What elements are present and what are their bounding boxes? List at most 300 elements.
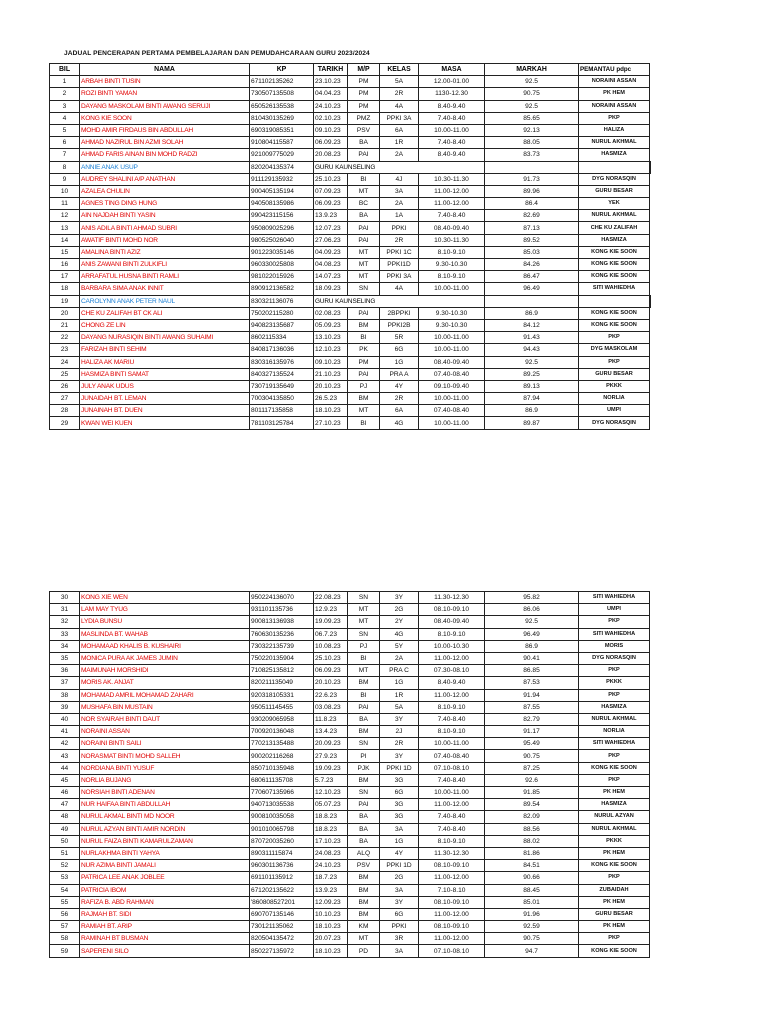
cell-markah: 86.9 <box>485 307 579 319</box>
cell-bil: 9 <box>50 173 80 185</box>
cell-kelas: 4G <box>380 417 419 429</box>
cell-masa: 10.00-11.00 <box>419 787 485 799</box>
cell-kelas: 4G <box>380 628 419 640</box>
cell-pemantau: KONG KIE SOON <box>579 259 650 271</box>
cell-markah: 92.5 <box>485 76 579 88</box>
cell-bil: 56 <box>50 908 80 920</box>
cell-markah: 88.05 <box>485 137 579 149</box>
cell-mp: MT <box>348 933 380 945</box>
cell-tarikh: 20.10.23 <box>314 677 348 689</box>
cell-kp: 901223035146 <box>250 246 314 258</box>
cell-nama: NORDIANA BINTI YUSUF <box>80 762 250 774</box>
cell-kelas: 2R <box>380 234 419 246</box>
cell-tarikh: 26.5.23 <box>314 393 348 405</box>
cell-nama: RAMINAH BT BUSMAN <box>80 933 250 945</box>
cell-bil: 36 <box>50 665 80 677</box>
cell-kelas: 2BPPKI <box>380 307 419 319</box>
cell-mp: PM <box>348 88 380 100</box>
cell-kelas: 1G <box>380 356 419 368</box>
cell-nama: DAYANG MASKOLAM BINTI AWANG SERUJI <box>80 100 250 112</box>
cell-note: GURU KAUNSELING <box>314 295 419 307</box>
cell-nama: MOHAMAAD KHALIS B. KUSHAIRI <box>80 640 250 652</box>
cell-masa: 07.10-08.10 <box>419 762 485 774</box>
cell-kelas: PPKI 3A <box>380 112 419 124</box>
cell-kelas: 3A <box>380 823 419 835</box>
cell-nama: ROZI BINTI YAMAN <box>80 88 250 100</box>
table-row <box>50 860 650 872</box>
cell-markah: 89.54 <box>485 799 579 811</box>
cell-pemantau: CHE KU ZALIFAH <box>579 222 650 234</box>
table-row <box>50 616 650 628</box>
cell-kp: 770607135966 <box>250 787 314 799</box>
cell-kelas: 3A <box>380 884 419 896</box>
cell-masa: 08.10-09.10 <box>419 604 485 616</box>
cell-pemantau: NORLIA <box>579 726 650 738</box>
cell-kelas: 4A <box>380 100 419 112</box>
header-kelas: KELAS <box>380 64 419 76</box>
cell-pemantau: SITI WAHIEDHA <box>579 592 650 604</box>
cell-bil: 59 <box>50 945 80 957</box>
cell-masa: 11.30-12.30 <box>419 592 485 604</box>
cell-masa: 7.10-8.10 <box>419 884 485 896</box>
cell-bil: 2 <box>50 88 80 100</box>
cell-tarikh: 24.10.23 <box>314 860 348 872</box>
cell-markah: 86.47 <box>485 271 579 283</box>
cell-markah: 91.85 <box>485 787 579 799</box>
cell-nama: LAM MAY TYUG <box>80 604 250 616</box>
header-markah: MARKAH <box>485 64 579 76</box>
cell-markah: 87.13 <box>485 222 579 234</box>
cell-tarikh: 27.06.23 <box>314 234 348 246</box>
table-row <box>50 933 650 945</box>
table-row <box>50 665 650 677</box>
cell-kp: 690319085351 <box>250 124 314 136</box>
header-masa: MASA <box>419 64 485 76</box>
cell-kp: 870720035260 <box>250 835 314 847</box>
cell-markah: 85.01 <box>485 896 579 908</box>
cell-markah: 82.09 <box>485 811 579 823</box>
cell-nama: AMALINA BINTI AZIZ <box>80 246 250 258</box>
cell-pemantau: PKKK <box>579 835 650 847</box>
cell-kelas: PRA C <box>380 665 419 677</box>
cell-markah: 90.75 <box>485 933 579 945</box>
cell-tarikh: 18.7.23 <box>314 872 348 884</box>
cell-pemantau: DYG NORASQIN <box>579 652 650 664</box>
cell-nama: NURUL AKMAL BINTI MD NOOR <box>80 811 250 823</box>
cell-mp: PAI <box>348 799 380 811</box>
cell-kelas: 3Y <box>380 750 419 762</box>
cell-kp: 650526135538 <box>250 100 314 112</box>
cell-nama: KWAN WEI KUEN <box>80 417 250 429</box>
cell-pemantau: HASMIZA <box>579 234 650 246</box>
table-row <box>50 592 650 604</box>
cell-nama: RAJMAH BT. SIDI <box>80 908 250 920</box>
cell-nama: NORASMAT BINTI MOHD SALLEH <box>80 750 250 762</box>
cell-bil: 4 <box>50 112 80 124</box>
cell-kelas: PPKI 1D <box>380 860 419 872</box>
cell-nama: RAMIAH BT. ARIP <box>80 921 250 933</box>
cell-kp: 940823135687 <box>250 319 314 331</box>
header-bil: BIL <box>50 64 80 76</box>
cell-kp: 730719135649 <box>250 380 314 392</box>
header-mp: M/P <box>348 64 380 76</box>
cell-kelas: 4Y <box>380 380 419 392</box>
cell-kp: 830316135976 <box>250 356 314 368</box>
cell-kelas: 6G <box>380 344 419 356</box>
cell-kelas: 2G <box>380 872 419 884</box>
cell-pemantau: NURUL AKHMAL <box>579 210 650 222</box>
cell-mp: BA <box>348 713 380 725</box>
table-row <box>50 908 650 920</box>
cell-nama: AWATIF BINTI MOHD NOR <box>80 234 250 246</box>
cell-tarikh: 12.10.23 <box>314 787 348 799</box>
cell-tarikh: 09.10.23 <box>314 124 348 136</box>
cell-bil: 20 <box>50 307 80 319</box>
cell-tarikh: 03.08.23 <box>314 701 348 713</box>
cell-mp: BA <box>348 835 380 847</box>
cell-pemantau: HASMIZA <box>579 799 650 811</box>
cell-kelas: 5Y <box>380 640 419 652</box>
cell-markah: 90.75 <box>485 750 579 762</box>
cell-pemantau: UMPI <box>579 405 650 417</box>
cell-tarikh: 18.09.23 <box>314 283 348 295</box>
cell-tarikh: 12.09.23 <box>314 896 348 908</box>
cell-markah: 92.59 <box>485 921 579 933</box>
cell-masa: 10.00-11.00 <box>419 738 485 750</box>
cell-tarikh: 19.09.23 <box>314 762 348 774</box>
cell-mp: BM <box>348 774 380 786</box>
cell-nama: PATRICA LEE ANAK JOBLEE <box>80 872 250 884</box>
cell-empty <box>419 161 485 173</box>
cell-bil: 5 <box>50 124 80 136</box>
cell-bil: 31 <box>50 604 80 616</box>
cell-masa: 11.00-12.00 <box>419 652 485 664</box>
cell-mp: SN <box>348 628 380 640</box>
cell-tarikh: 13.10.23 <box>314 332 348 344</box>
cell-markah: 94.7 <box>485 945 579 957</box>
cell-markah: 91.73 <box>485 173 579 185</box>
cell-masa: 11.00-12.00 <box>419 933 485 945</box>
cell-pemantau: PKP <box>579 872 650 884</box>
cell-tarikh: 14.07.23 <box>314 271 348 283</box>
cell-markah: 92.13 <box>485 124 579 136</box>
cell-nama: NORSIAH BINTI ADENAN <box>80 787 250 799</box>
cell-kelas: 3A <box>380 185 419 197</box>
cell-kelas: 3G <box>380 799 419 811</box>
cell-mp: BM <box>348 677 380 689</box>
table-row <box>50 945 650 957</box>
cell-markah: 91.17 <box>485 726 579 738</box>
cell-masa: 07.40-08.40 <box>419 750 485 762</box>
cell-nama: AIN NAJDAH BINTI YASIN <box>80 210 250 222</box>
cell-kp: 8602115334 <box>250 332 314 344</box>
cell-markah: 92.5 <box>485 100 579 112</box>
table-row <box>50 368 651 380</box>
cell-kp: 940713035538 <box>250 799 314 811</box>
cell-empty <box>485 295 579 307</box>
cell-nama: MOHAMAD AMRIL MOHAMAD ZAHARI <box>80 689 250 701</box>
cell-pemantau: MORIS <box>579 640 650 652</box>
cell-tarikh: 27.9.23 <box>314 750 348 762</box>
cell-kelas: 2Y <box>380 616 419 628</box>
cell-kp: 931101135736 <box>250 604 314 616</box>
cell-mp: PAI <box>348 234 380 246</box>
cell-tarikh: 05.07.23 <box>314 799 348 811</box>
cell-tarikh: 22.08.23 <box>314 592 348 604</box>
cell-markah: 83.73 <box>485 149 579 161</box>
cell-kp: 781103125784 <box>250 417 314 429</box>
table-row <box>50 112 651 124</box>
cell-masa: 10.00-11.00 <box>419 417 485 429</box>
cell-pemantau: NURUL AKHMAL <box>579 713 650 725</box>
cell-mp: MT <box>348 271 380 283</box>
cell-mp: PI <box>348 750 380 762</box>
cell-markah: 92.6 <box>485 774 579 786</box>
cell-bil: 47 <box>50 799 80 811</box>
cell-bil: 14 <box>50 234 80 246</box>
cell-nama: BARBARA SIMA ANAK INNIT <box>80 283 250 295</box>
cell-bil: 27 <box>50 393 80 405</box>
cell-mp: PSV <box>348 860 380 872</box>
cell-markah: 92.5 <box>485 356 579 368</box>
cell-mp: BI <box>348 689 380 701</box>
cell-mp: BM <box>348 393 380 405</box>
cell-kp: 980525026040 <box>250 234 314 246</box>
cell-nama: HASMIZA BINTI SAMAT <box>80 368 250 380</box>
cell-tarikh: 20.07.23 <box>314 933 348 945</box>
cell-masa: 8.10-9.10 <box>419 246 485 258</box>
cell-masa: 11.00-12.00 <box>419 799 485 811</box>
cell-masa: 07.30-08.10 <box>419 665 485 677</box>
table-row <box>50 738 650 750</box>
cell-bil: 23 <box>50 344 80 356</box>
cell-masa: 8.40-9.40 <box>419 149 485 161</box>
cell-kp: 770213135488 <box>250 738 314 750</box>
cell-mp: MT <box>348 246 380 258</box>
cell-nama: NORLIA BUJANG <box>80 774 250 786</box>
header-pemantau: PEMANTAU pdpc <box>579 64 650 76</box>
cell-mp: BM <box>348 319 380 331</box>
cell-markah: 82.69 <box>485 210 579 222</box>
cell-pemantau: KONG KIE SOON <box>579 271 650 283</box>
table-row <box>50 405 651 417</box>
cell-markah: 95.49 <box>485 738 579 750</box>
cell-bil: 37 <box>50 677 80 689</box>
cell-pemantau: GURU BESAR <box>579 185 650 197</box>
cell-masa: 07.10-08.10 <box>419 945 485 957</box>
cell-pemantau: PKP <box>579 665 650 677</box>
cell-kp: 801117135858 <box>250 405 314 417</box>
cell-empty <box>579 295 650 307</box>
table-row <box>50 689 650 701</box>
cell-mp: PM <box>348 100 380 112</box>
cell-kelas: 3R <box>380 933 419 945</box>
cell-nama: NORAINI BINTI SAILI <box>80 738 250 750</box>
cell-pemantau: UMPI <box>579 604 650 616</box>
table-header-row <box>50 64 651 76</box>
cell-pemantau: PKP <box>579 750 650 762</box>
cell-mp: KM <box>348 921 380 933</box>
cell-kp: 730322135739 <box>250 640 314 652</box>
cell-markah: 85.03 <box>485 246 579 258</box>
cell-kelas: 2A <box>380 198 419 210</box>
cell-bil: 7 <box>50 149 80 161</box>
cell-kp: 820504135472 <box>250 933 314 945</box>
cell-markah: 84.51 <box>485 860 579 872</box>
cell-masa: 8.10-9.10 <box>419 835 485 847</box>
table-row <box>50 774 650 786</box>
cell-pemantau: KONG KIE SOON <box>579 860 650 872</box>
cell-kp: 911129135932 <box>250 173 314 185</box>
cell-mp: MT <box>348 259 380 271</box>
cell-tarikh: 02.08.23 <box>314 307 348 319</box>
cell-kelas: 5A <box>380 701 419 713</box>
cell-kp: 680611135708 <box>250 774 314 786</box>
cell-kelas: 6A <box>380 405 419 417</box>
cell-kelas: 1G <box>380 677 419 689</box>
cell-bil: 34 <box>50 640 80 652</box>
cell-mp: BM <box>348 872 380 884</box>
cell-masa: 7.40-8.40 <box>419 811 485 823</box>
cell-kelas: 3Y <box>380 592 419 604</box>
cell-masa: 10.00-10.30 <box>419 640 485 652</box>
cell-pemantau: PKP <box>579 356 650 368</box>
cell-tarikh: 12.07.23 <box>314 222 348 234</box>
cell-nama: CHONG ZE LIN <box>80 319 250 331</box>
cell-markah: 90.41 <box>485 652 579 664</box>
cell-masa: 7.40-8.40 <box>419 112 485 124</box>
cell-bil: 49 <box>50 823 80 835</box>
cell-kp: 960330025808 <box>250 259 314 271</box>
cell-kelas: 2R <box>380 738 419 750</box>
cell-nama: LYDIA BUNSU <box>80 616 250 628</box>
cell-bil: 21 <box>50 319 80 331</box>
cell-kp: 950809025296 <box>250 222 314 234</box>
cell-masa: 7.40-8.40 <box>419 713 485 725</box>
cell-kp: 750220135904 <box>250 652 314 664</box>
cell-kp: 890912136582 <box>250 283 314 295</box>
cell-pemantau: DYG NORASQIN <box>579 173 650 185</box>
cell-tarikh: 18.8.23 <box>314 811 348 823</box>
cell-nama: JUNAINAH BT. DUEN <box>80 405 250 417</box>
cell-pemantau: DYG MASKOLAM <box>579 344 650 356</box>
cell-kp: 830321136076 <box>250 295 314 307</box>
cell-bil: 42 <box>50 738 80 750</box>
cell-masa: 8.10-9.10 <box>419 628 485 640</box>
cell-bil: 18 <box>50 283 80 295</box>
cell-mp: BC <box>348 198 380 210</box>
cell-mp: PJ <box>348 380 380 392</box>
cell-markah: 88.45 <box>485 884 579 896</box>
cell-markah: 90.75 <box>485 88 579 100</box>
cell-mp: PAI <box>348 149 380 161</box>
cell-tarikh: 24.08.23 <box>314 847 348 859</box>
cell-nama: NURUL FAIZA BINTI KAMARULZAMAN <box>80 835 250 847</box>
cell-kp: 820204135374 <box>250 161 314 173</box>
cell-kp: 900813136938 <box>250 616 314 628</box>
cell-nama: ARBAH BINTI TUSIN <box>80 76 250 88</box>
cell-nama: AGNES TING DING HUNG <box>80 198 250 210</box>
cell-kelas: 2R <box>380 393 419 405</box>
cell-mp: BA <box>348 811 380 823</box>
cell-pemantau: HASMIZA <box>579 701 650 713</box>
header-kp: KP <box>250 64 314 76</box>
cell-bil: 41 <box>50 726 80 738</box>
cell-tarikh: 02.10.23 <box>314 112 348 124</box>
cell-tarikh: 10.10.23 <box>314 908 348 920</box>
table-row <box>50 380 651 392</box>
cell-mp: BM <box>348 726 380 738</box>
cell-empty <box>650 295 651 307</box>
cell-masa: 10.00-11.00 <box>419 393 485 405</box>
cell-kelas: 1R <box>380 137 419 149</box>
table-row <box>50 246 651 258</box>
cell-kelas: 6G <box>380 787 419 799</box>
cell-kelas: 2G <box>380 604 419 616</box>
table-row <box>50 847 650 859</box>
cell-mp: PAI <box>348 368 380 380</box>
cell-mp: BM <box>348 908 380 920</box>
cell-mp: BI <box>348 173 380 185</box>
cell-bil: 35 <box>50 652 80 664</box>
table-row <box>50 149 651 161</box>
cell-nama: NURLAKHMA BINTI YAHYA <box>80 847 250 859</box>
cell-bil: 30 <box>50 592 80 604</box>
cell-nama: SAPERENI SILO <box>80 945 250 957</box>
cell-kelas: PPKI <box>380 222 419 234</box>
cell-tarikh: 27.10.23 <box>314 417 348 429</box>
cell-pemantau: NORAINI ASSAN <box>579 76 650 88</box>
cell-markah: 92.5 <box>485 616 579 628</box>
cell-kp: 691101135912 <box>250 872 314 884</box>
cell-nama: CAROLYNN ANAK PETER NAUL <box>80 295 250 307</box>
cell-pemantau: PKP <box>579 332 650 344</box>
cell-masa: 07.40-08.40 <box>419 368 485 380</box>
cell-kelas: 1A <box>380 210 419 222</box>
cell-pemantau: NURUL AKHMAL <box>579 823 650 835</box>
cell-markah: 89.52 <box>485 234 579 246</box>
table-row <box>50 921 650 933</box>
cell-masa: 7.40-8.40 <box>419 823 485 835</box>
table-row <box>50 417 651 429</box>
cell-masa: 08.10-09.10 <box>419 896 485 908</box>
cell-pemantau: GURU BESAR <box>579 368 650 380</box>
header-nama: NAMA <box>80 64 250 76</box>
table-row <box>50 356 651 368</box>
cell-tarikh: 10.08.23 <box>314 640 348 652</box>
cell-nama: DAYANG NURASIQIN BINTI AWANG SUHAIMI <box>80 332 250 344</box>
cell-masa: 08.40-09.40 <box>419 356 485 368</box>
cell-bil: 38 <box>50 689 80 701</box>
cell-masa: 08.40-09.40 <box>419 222 485 234</box>
cell-nama: ANIS ZAWANI BINTI ZULKIFLI <box>80 259 250 271</box>
cell-masa: 10.00-11.00 <box>419 344 485 356</box>
cell-kelas: PPKI 3A <box>380 271 419 283</box>
cell-bil: 55 <box>50 896 80 908</box>
cell-bil: 11 <box>50 198 80 210</box>
table-row <box>50 835 650 847</box>
cell-pemantau: KONG KIE SOON <box>579 246 650 258</box>
cell-nama: MONICA PURA AK JAMES JUMIN <box>80 652 250 664</box>
cell-masa: 9.30-10.30 <box>419 319 485 331</box>
cell-masa: 7.40-8.40 <box>419 137 485 149</box>
cell-markah: 86.9 <box>485 640 579 652</box>
cell-masa: 12.00-01.00 <box>419 76 485 88</box>
cell-masa: 7.40-8.40 <box>419 774 485 786</box>
table-row <box>50 222 651 234</box>
table-row <box>50 76 651 88</box>
cell-bil: 6 <box>50 137 80 149</box>
